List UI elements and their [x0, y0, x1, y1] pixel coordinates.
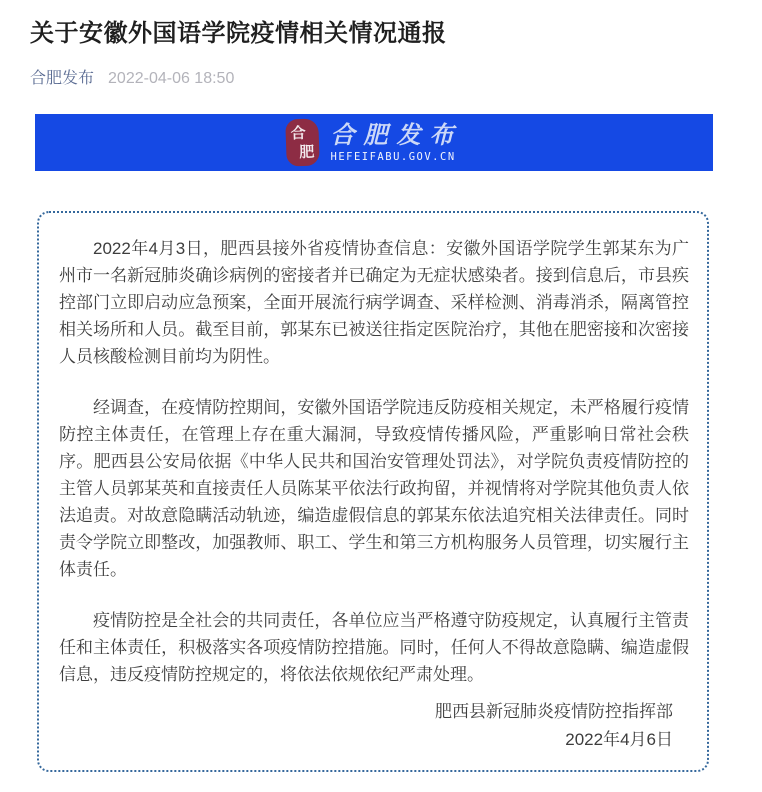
hefei-seal-icon: [285, 119, 320, 167]
signature-block: [59, 698, 689, 754]
article-paragraph-2: 经调查，在疫情防控期间，安徽外国语学院违反防疫相关规定，未严格履行疫情防控主体责任，在管理上存在重大漏洞，导致疫情传播风险，严重影响日常社会秩序。肥西县公安局依据《中华人民共和国治安管理处罚法》，对学院负责疫情防控的主管人员郭某英和直接责任人员陈某平依法行政拘留，并视情将对学院其他负责人依法追责。对故意隐瞒活动轨迹，编造虚假信息的郭某东依法追究相关法律责任。同时责令学院立即整改，加强教师、职工、学生和第三方机构服务人员管理，切实履行主体责任。: [59, 398, 689, 580]
article-paragraph-1: 2022年4月3日，肥西县接外省疫情协查信息：安徽外国语学院学生郭某东为广州市一名新冠肺炎确诊病例的密接者并已确定为无症状感染者。接到信息后，市县疾控部门立即启动应急预案，全面开展流行病学调查、采样检测、消毒消杀，隔离管控相关场所和人员。截至目前，郭某东已被送往指定医院治疗，其他在肥密接和次密接人员核酸检测目前均为阴性。: [59, 239, 689, 367]
article-paragraph-3: 疫情防控是全社会的共同责任，各单位应当严格遵守防疫规定，认真履行主管责任和主体责任，积极落实各项疫情防控措施。同时，任何人不得故意隐瞒、编造虚假信息，违反疫情防控规定的，将依法依规依纪严肃处理。: [59, 611, 689, 685]
banner-text-group: [331, 122, 463, 162]
seal-char-top: 合: [289, 123, 306, 143]
page-title: 关于安徽外国语学院疫情相关情况通报: [30, 20, 447, 47]
publish-timestamp: 2022-04-06 18:50: [108, 70, 235, 88]
notice-body-box: [37, 211, 709, 772]
seal-char-bottom: 肥: [298, 142, 315, 161]
signature-date: 2022年4月6日: [565, 730, 673, 750]
signature-issuer: 肥西县新冠肺炎疫情防控指挥部: [435, 702, 673, 722]
banner-logo-group: [286, 119, 463, 166]
article-meta: [30, 65, 730, 88]
source-link[interactable]: 合肥发布: [30, 70, 95, 88]
banner-brand-name: 合肥发布: [330, 120, 463, 150]
banner-brand-url: HEFEIFABU.GOV.CN: [330, 150, 456, 163]
hefei-fabu-banner: [35, 114, 713, 171]
